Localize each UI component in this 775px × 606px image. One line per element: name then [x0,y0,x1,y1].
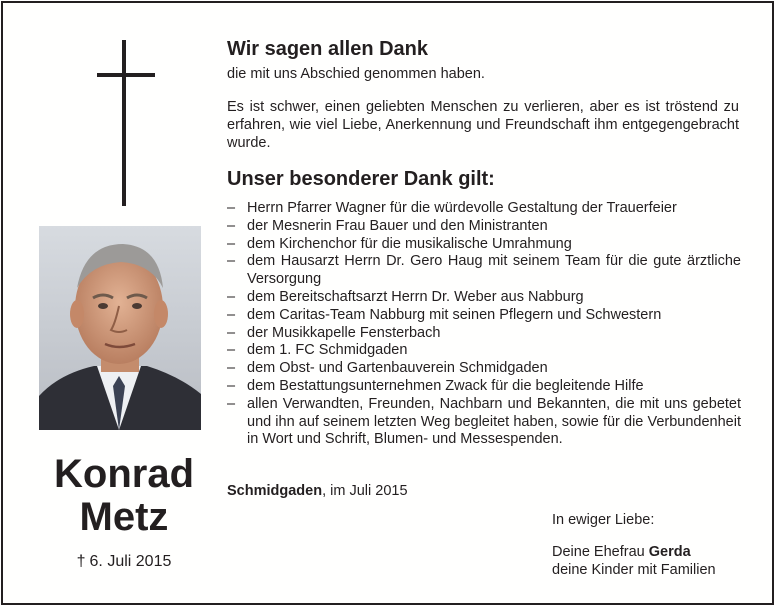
last-name: Metz [79,495,169,539]
thanks-list [227,200,741,449]
first-name: Konrad [54,452,194,496]
death-date: 6. Juli 2015 [89,553,172,570]
list-item: – dem 1. FC Schmidgaden [227,342,741,360]
portrait-photo [39,226,201,430]
thanks-heading: Unser besonderer Dank gilt: [227,168,495,190]
signature-block [552,511,716,579]
list-item: – dem Hausarzt Herrn Dr. Gero Haug mit seinem Team für die gute ärztliche Versorgung [227,253,741,289]
signature-spouse-line [552,543,716,561]
deceased-name [39,453,209,539]
subheading: die mit uns Abschied genommen haben. [227,66,485,82]
list-item: – dem Bestattungsunternehmen Zwack für die begleitende Hilfe [227,378,741,396]
heading: Wir sagen allen Dank [227,38,428,60]
place-date-text: , im Juli 2015 [322,483,408,499]
spouse-prefix: Deine Ehefrau [552,544,649,560]
list-item: – der Mesnerin Frau Bauer und den Ministranten [227,218,741,236]
list-item: – allen Verwandten, Freunden, Nachbarn und Bekannten, die mit uns gebetet und ihn auf seinem letzten Weg begleitet haben, sowie für die Verbundenheit in Wort und Schrift, Blumen- und Messespenden. [227,396,741,449]
list-item: – dem Obst- und Gartenbauverein Schmidgaden [227,360,741,378]
spouse-name: Gerda [648,544,691,560]
list-item: – Herrn Pfarrer Wagner für die würdevolle Gestaltung der Trauerfeier [227,200,741,218]
intro-paragraph: Es ist schwer, einen geliebten Menschen zu verlieren, aber es ist tröstend zu erfahren, wie viel Liebe, Anerkennung und Freundschaft ihm entgegengebracht wurde. [227,99,739,151]
list-item: – der Musikkapelle Fensterbach [227,325,741,343]
list-item: – dem Bereitschaftsarzt Herrn Dr. Weber aus Nabburg [227,289,741,307]
list-item: – dem Caritas-Team Nabburg mit seinen Pflegern und Schwestern [227,307,741,325]
place-date [227,483,408,499]
obituary-notice [1,1,774,605]
death-date-line [39,553,209,571]
cross-icon [97,40,157,208]
signature-intro: In ewiger Liebe: [552,512,655,528]
town-name: Schmidgaden [227,483,323,499]
signature-family: deine Kinder mit Familien [552,562,716,578]
dagger-icon: † [76,553,86,570]
list-item: – dem Kirchenchor für die musikalische Umrahmung [227,236,741,254]
